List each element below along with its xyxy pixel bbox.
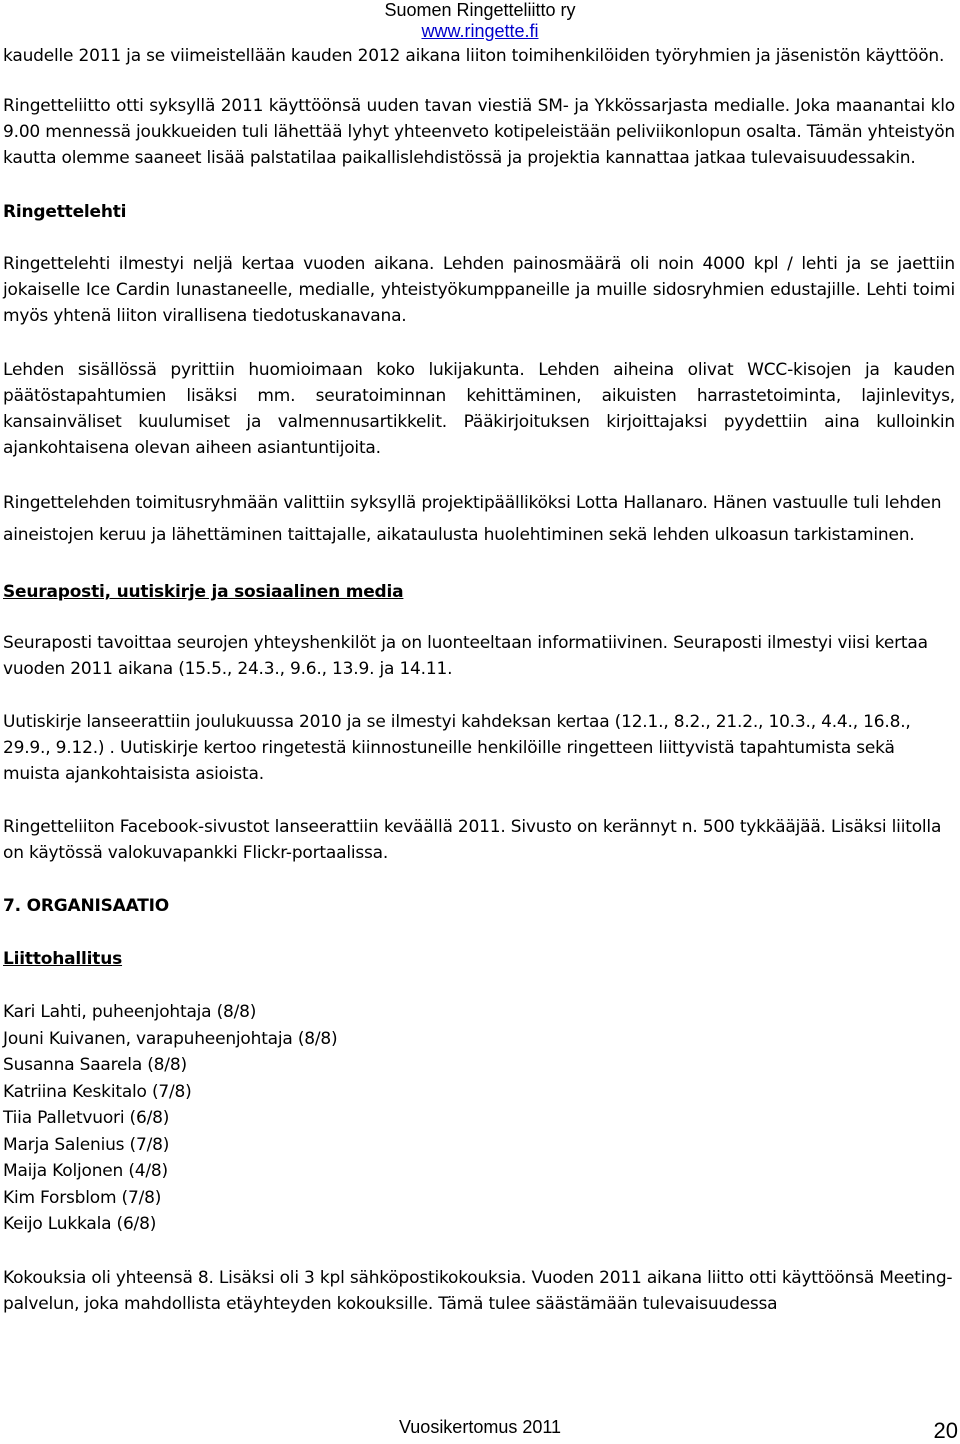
board-member: Kim Forsblom (7/8) <box>3 1187 162 1208</box>
paragraph-magazine: Ringettelehti ilmestyi neljä kertaa vuoden aikana. Lehden painosmäärä oli noin 4000 kpl / lehti ja se jaettiin jokaiselle Ice Cardin lunastaneelle, medialle, yhteistyökumppaneille ja muille sidosryhmien edustajille. Lehti toimi myös yhtenä liiton virallisena tiedotuskanavana. <box>3 254 955 326</box>
board-member-list <box>3 999 955 1238</box>
heading-liittohallitus: Liittohallitus <box>3 949 123 969</box>
paragraph-media: Ringetteliitto otti syksyllä 2011 käyttöönsä uuden tavan viestiä SM- ja Ykkössarjasta medialle. Joka maanantai klo 9.00 mennessä joukkueiden tuli lähettää lyhyt yhteenveto kotipeleistään peliviikonlopun osalta. Tämän yhteistyön kautta olemme saaneet lisää palstatilaa paikallislehdistössä ja projektia kannattaa jatkaa tulevaisuudessakin. <box>3 96 955 168</box>
heading-ringettelehti: Ringettelehti <box>3 202 127 222</box>
paragraph-meetings: Kokouksia oli yhteensä 8. Lisäksi oli 3 kpl sähköpostikokouksia. Vuoden 2011 aikana liitto otti käyttöönsä Meeting-palvelun, joka mahdollista etäyhteyden kokouksille. Tämä tulee säästämään tulevaisuudessa <box>3 1267 953 1314</box>
board-member: Susanna Saarela (8/8) <box>3 1055 187 1075</box>
board-member: Marja Salenius (7/8) <box>3 1134 170 1155</box>
paragraph-seuraposti: Seuraposti tavoittaa seurojen yhteyshenkilöt ja on luonteeltaan informatiivinen. Seuraposti ilmestyi viisi kertaa vuoden 2011 aikana (15.5., 24.3., 9.6., 13.9. ja 14.11. <box>3 633 928 679</box>
paragraph-editorial: Ringettelehden toimitusryhmään valittiin syksyllä projektipäälliköksi Lotta Hallanaro. Hänen vastuulle tuli lehden aineistojen keruu ja lähettäminen taittajalle, aikataulusta huolehtiminen sekä lehden ulkoasun tarkistaminen. <box>3 493 942 545</box>
board-member: Keijo Lukkala (6/8) <box>3 1214 157 1234</box>
heading-seuraposti: Seuraposti, uutiskirje ja sosiaalinen media <box>3 582 404 602</box>
paragraph-newsletter: Uutiskirje lanseerattiin joulukuussa 2010 ja se ilmestyi kahdeksan kertaa (12.1., 8.2., 21.2., 10.3., 4.4., 16.8., 29.9., 9.12.) . Uutiskirje kertoo ringetestä kiinnostuneille henkilöille ringetteen liittyvistä tapahtumista sekä muista ajankohtaisista asioista. <box>3 712 911 784</box>
board-member: Katriina Keskitalo (7/8) <box>3 1081 192 1102</box>
page-header <box>0 0 960 42</box>
paragraph-intro: kaudelle 2011 ja se viimeistellään kauden 2012 aikana liiton toimihenkilöiden työryhmien ja jäsenistön käyttöön. <box>3 46 945 66</box>
paragraph-content: Lehden sisällössä pyrittiin huomioimaan koko lukijakunta. Lehden aiheina olivat WCC-kisojen ja kauden päätöstapahtumien lisäksi mm. seuratoiminnan kehittäminen, aikuisten harrastetoiminta, lajinlevitys, kansainväliset kuulumiset ja valmennusartikkelit. Pääkirjoituksen kirjoittajaksi pyydettiin aina kulloinkin ajankohtaisena olevan aiheen asiantuntijoita. <box>3 360 955 458</box>
heading-organisaatio: 7. ORGANISAATIO <box>3 896 170 916</box>
board-member: Tiia Palletvuori (6/8) <box>3 1108 170 1128</box>
organization-name: Suomen Ringetteliitto ry <box>384 0 576 20</box>
document-body <box>3 43 955 1317</box>
board-member: Maija Koljonen (4/8) <box>3 1161 168 1181</box>
board-member: Kari Lahti, puheenjohtaja (8/8) <box>3 1002 257 1022</box>
page-number: 20 <box>933 1418 958 1443</box>
website-link[interactable]: www.ringette.fi <box>421 21 539 41</box>
page-footer: Vuosikertomus 2011 <box>398 1417 562 1437</box>
board-member: Jouni Kuivanen, varapuheenjohtaja (8/8) <box>3 1028 338 1049</box>
paragraph-facebook: Ringetteliiton Facebook-sivustot lanseerattiin keväällä 2011. Sivusto on kerännyt n. 500 tykkääjää. Lisäksi liitolla on käytössä valokuvapankki Flickr-portaalissa. <box>3 817 942 863</box>
